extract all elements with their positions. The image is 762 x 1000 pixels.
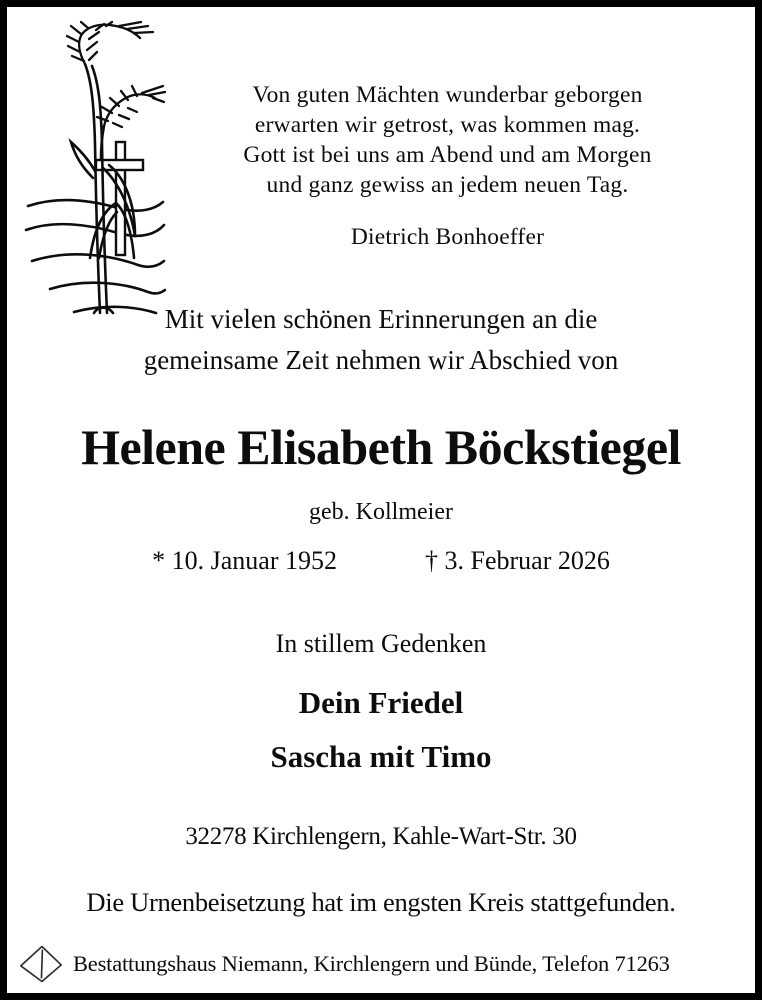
life-dates (7, 543, 755, 579)
funeral-home-text: Bestattungshaus Niemann, Kirchlengern und Bünde, Telefon 71263 (73, 951, 670, 976)
quote-line: Von guten Mächten wunderbar geborgen (252, 82, 643, 108)
quote-line: erwarten wir getrost, was kommen mag. (254, 112, 641, 138)
wheat-cross-drawing (24, 20, 166, 318)
quote-line: Gott ist bei uns am Abend und am Morgen (243, 142, 652, 168)
address-line: 32278 Kirchlengern, Kahle-Wart-Str. 30 (185, 823, 577, 850)
mourner-name: Sascha mit Timo (270, 739, 492, 774)
intro-line: Mit vielen schönen Erinnerungen an die (164, 304, 598, 334)
death-date: † 3. Februar 2026 (425, 546, 610, 575)
memorial-phrase: In stillem Gedenken (275, 629, 487, 658)
quote-line: und ganz gewiss an jedem neuen Tag. (266, 172, 629, 198)
deceased-name: Helene Elisabeth Böckstiegel (81, 419, 681, 475)
maiden-name: geb. Kollmeier (309, 499, 453, 525)
diamond-outline-icon (18, 939, 64, 989)
funeral-note: Die Urnenbeisetzung hat im engsten Kreis stattgefunden. (86, 887, 676, 917)
quote-attribution: Dietrich Bonhoeffer (350, 224, 545, 250)
birth-date: * 10. Januar 1952 (152, 546, 337, 575)
intro-line: gemeinsame Zeit nehmen wir Abschied von (143, 345, 619, 375)
wheat-cross-illustration (24, 20, 166, 318)
funeral-home-row (18, 937, 741, 991)
mourner-name: Dein Friedel (298, 685, 464, 720)
farewell-intro (7, 299, 755, 381)
opening-quote (152, 80, 743, 252)
